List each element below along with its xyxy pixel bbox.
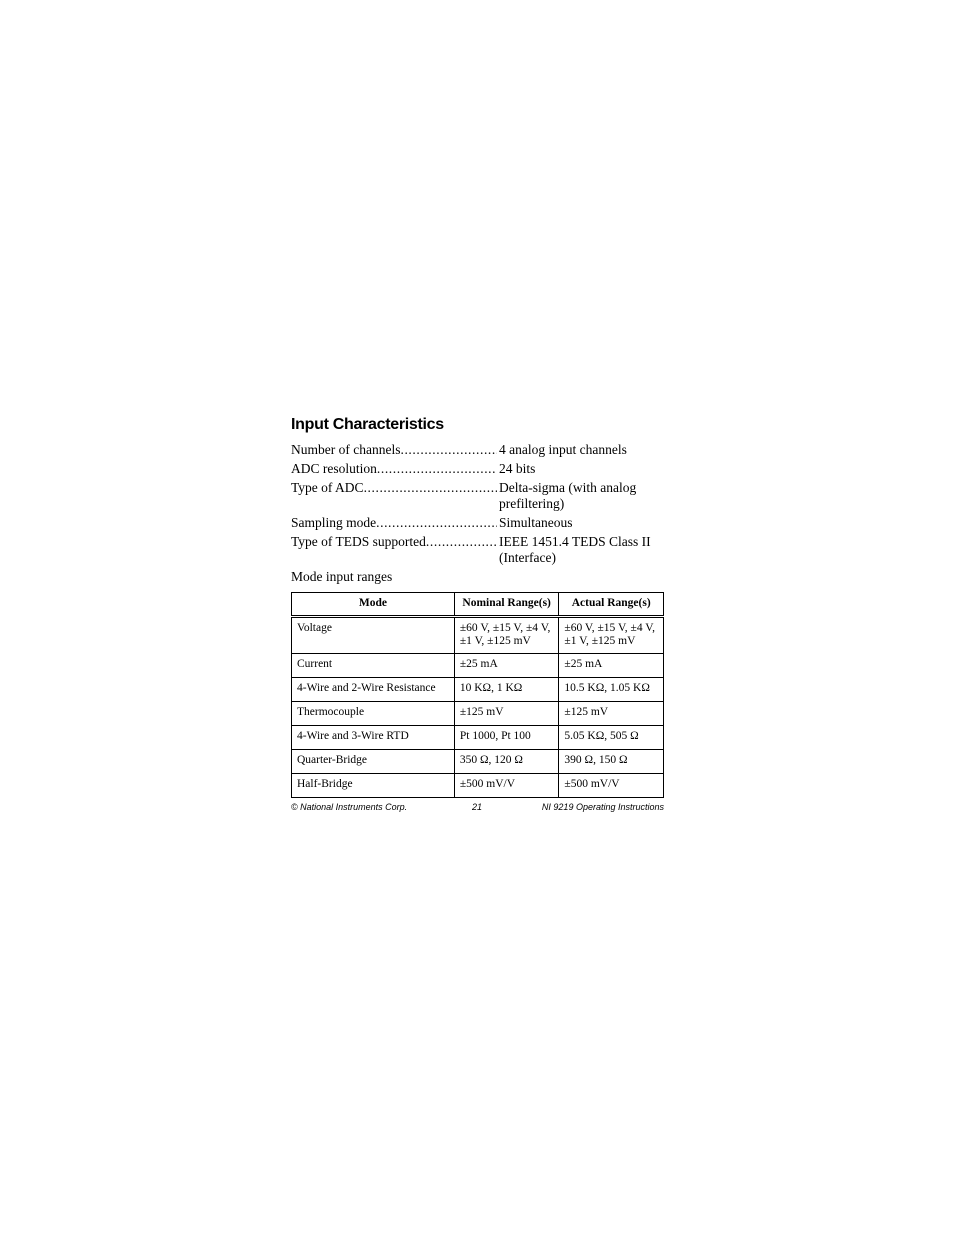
table-row — [292, 677, 664, 701]
footer-document-title: NI 9219 Operating Instructions — [541, 802, 664, 812]
page-footer — [291, 802, 664, 812]
cell-actual: ±60 V, ±15 V, ±4 V, ±1 V, ±125 mV — [559, 616, 664, 653]
leader-dots — [377, 461, 497, 477]
cell-mode: Voltage — [292, 616, 455, 653]
cell-actual: ±25 mA — [559, 653, 664, 677]
cell-actual: 5.05 KΩ, 505 Ω — [559, 725, 664, 749]
column-header-actual: Actual Range(s) — [559, 593, 664, 617]
table-caption: Mode input ranges — [291, 569, 393, 584]
cell-nominal: ±500 mV/V — [454, 773, 559, 797]
cell-mode: 4-Wire and 2-Wire Resistance — [292, 677, 455, 701]
spec-label: Type of ADC — [291, 480, 364, 495]
cell-actual: 10.5 KΩ, 1.05 KΩ — [559, 677, 664, 701]
cell-mode: Current — [292, 653, 455, 677]
spec-value: Simultaneous — [499, 515, 573, 530]
spec-label: ADC resolution — [291, 461, 377, 476]
cell-mode: Quarter-Bridge — [292, 749, 455, 773]
page-number: 21 — [472, 802, 483, 812]
table-row — [292, 653, 664, 677]
spec-row-adc-type — [291, 480, 664, 512]
cell-mode: 4-Wire and 3-Wire RTD — [292, 725, 455, 749]
spec-label: Sampling mode — [291, 515, 377, 530]
leader-dots — [400, 442, 497, 458]
cell-nominal: ±60 V, ±15 V, ±4 V, ±1 V, ±125 mV — [454, 616, 559, 653]
table-row — [292, 749, 664, 773]
mode-input-ranges-table — [291, 592, 664, 798]
table-row — [292, 725, 664, 749]
column-header-nominal: Nominal Range(s) — [454, 593, 559, 617]
cell-nominal: 350 Ω, 120 Ω — [454, 749, 559, 773]
footer-copyright: © National Instruments Corp. — [291, 802, 408, 812]
cell-actual: 390 Ω, 150 Ω — [559, 749, 664, 773]
cell-actual: ±125 mV — [559, 701, 664, 725]
cell-mode: Thermocouple — [292, 701, 455, 725]
table-header-row — [292, 593, 664, 617]
table-row — [292, 773, 664, 797]
table-row — [292, 616, 664, 653]
page-content — [291, 414, 664, 798]
cell-nominal: ±25 mA — [454, 653, 559, 677]
column-header-mode: Mode — [292, 593, 455, 617]
spec-label: Number of channels — [291, 442, 401, 457]
cell-nominal: ±125 mV — [454, 701, 559, 725]
spec-value: 4 analog input channels — [499, 442, 627, 457]
cell-nominal: 10 KΩ, 1 KΩ — [454, 677, 559, 701]
cell-mode: Half-Bridge — [292, 773, 455, 797]
leader-dots — [364, 480, 497, 496]
spec-value: Delta-sigma (with analog prefiltering) — [499, 480, 637, 511]
spec-row-sampling-mode — [291, 515, 664, 531]
spec-label: Type of TEDS supported — [291, 534, 426, 549]
spec-row-adc-resolution — [291, 461, 664, 477]
section-title: Input Characteristics — [291, 416, 444, 433]
leader-dots — [426, 534, 497, 550]
spec-value: 24 bits — [499, 461, 536, 476]
cell-actual: ±500 mV/V — [559, 773, 664, 797]
spec-row-teds — [291, 534, 664, 566]
cell-nominal: Pt 1000, Pt 100 — [454, 725, 559, 749]
spec-row-channels — [291, 442, 664, 458]
spec-list — [291, 442, 664, 566]
leader-dots — [376, 515, 497, 531]
spec-value: IEEE 1451.4 TEDS Class II (Interface) — [499, 534, 651, 565]
table-row — [292, 701, 664, 725]
